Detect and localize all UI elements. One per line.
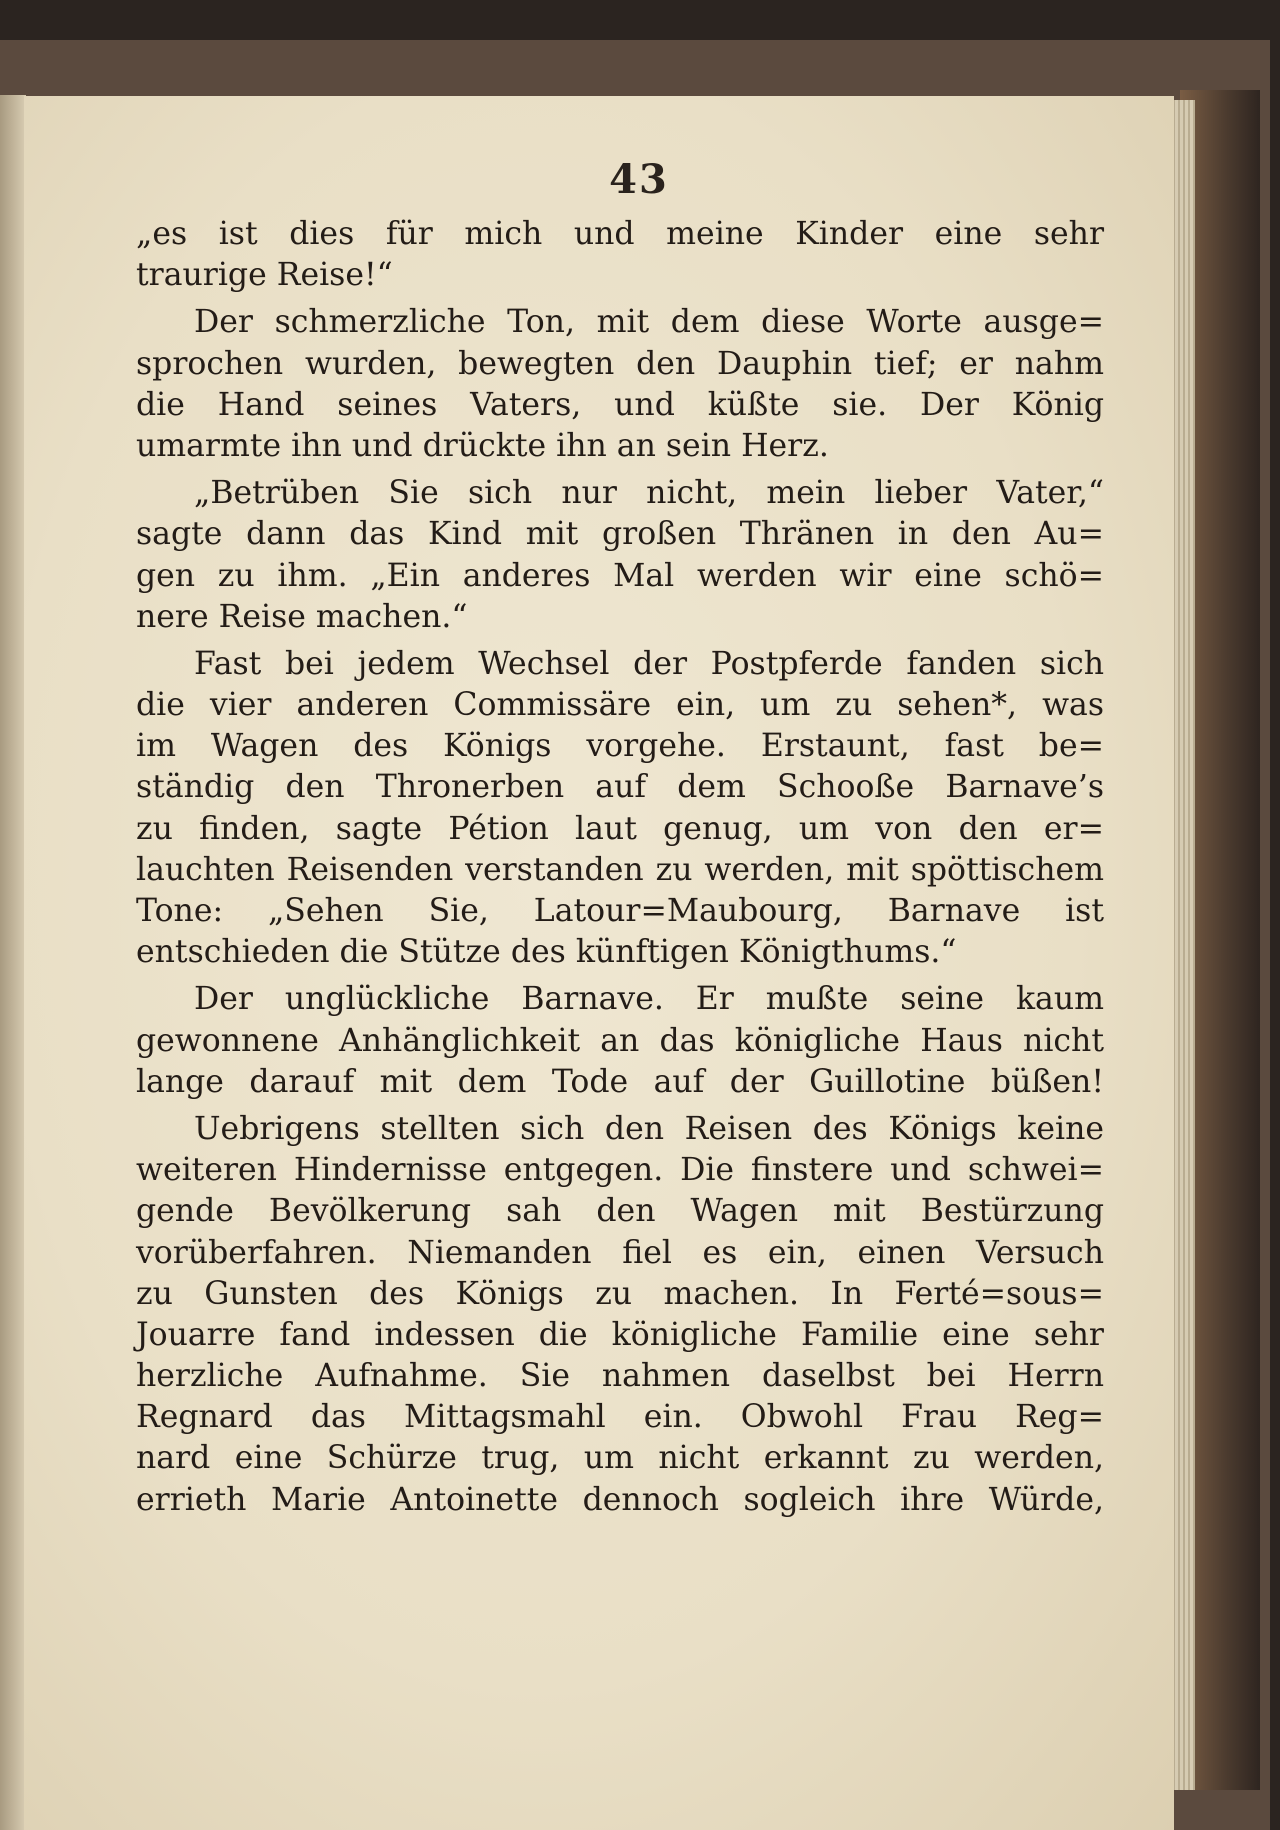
text-line: Tone: „Sehen Sie, Latour=Maubourg, Barnave ist	[136, 893, 1104, 929]
text-line: entschieden die Stütze des künftigen Königthums.“	[136, 934, 957, 971]
text-line: gen zu ihm. „Ein anderes Mal werden wir eine schö=	[136, 557, 1104, 594]
text-line: zu Gunsten des Königs zu machen. In Ferté=sous=	[136, 1275, 1104, 1312]
text-line: zu finden, sagte Pétion laut genug, um von den er=	[136, 810, 1104, 847]
text-line: nere Reise machen.“	[136, 598, 468, 635]
book-page	[24, 96, 1174, 1830]
page-number: 43	[609, 156, 669, 203]
text-line: im Wagen des Königs vorgehe. Erstaunt, fast be=	[136, 728, 1104, 765]
text-line: weiteren Hindernisse entgegen. Die finstere und schwei=	[136, 1152, 1104, 1189]
text-line: vorüberfahren. Niemanden fiel es ein, einen Versuch	[136, 1234, 1104, 1271]
text-line: „es ist dies für mich und meine Kinder eine sehr	[136, 216, 1104, 252]
text-line: traurige Reise!“	[136, 257, 393, 294]
text-line: Regnard das Mittagsmahl ein. Obwohl Frau Reg=	[136, 1399, 1104, 1436]
page-body-text	[136, 214, 1104, 1521]
text-line: errieth Marie Antoinette dennoch sogleich ihre Würde,	[136, 1481, 1104, 1518]
text-line: Fast bei jedem Wechsel der Postpferde fanden sich	[194, 645, 1104, 682]
text-line: Uebrigens stellten sich den Reisen des Königs keine	[194, 1110, 1104, 1147]
text-line: Der unglückliche Barnave. Er mußte seine kaum	[194, 981, 1104, 1018]
text-line: lange darauf mit dem Tode auf der Guillotine büßen!	[136, 1063, 1104, 1100]
previous-page-edge	[0, 95, 26, 1830]
text-line: lauchten Reisenden verstanden zu werden, mit spöttischem	[136, 851, 1104, 888]
text-line: nard eine Schürze trug, um nicht erkannt zu werden,	[136, 1440, 1104, 1477]
text-line: gende Bevölkerung sah den Wagen mit Bestürzung	[136, 1193, 1104, 1230]
text-line: die Hand seines Vaters, und küßte sie. Der König	[136, 386, 1104, 423]
text-line: ständig den Thronerben auf dem Schooße Barnave’s	[136, 769, 1104, 806]
text-line: sprochen wurden, bewegten den Dauphin tief; er nahm	[136, 345, 1104, 382]
text-line: Jouarre fand indessen die königliche Familie eine sehr	[136, 1316, 1104, 1353]
text-line: Der schmerzliche Ton, mit dem diese Worte ausge=	[194, 304, 1104, 341]
text-line: „Betrüben Sie sich nur nicht, mein lieber Vater,“	[194, 475, 1104, 512]
text-line: umarmte ihn und drückte ihn an sein Herz.	[136, 427, 829, 464]
text-line: herzliche Aufnahme. Sie nahmen daselbst bei Herrn	[136, 1358, 1104, 1395]
text-line: sagte dann das Kind mit großen Thränen in den Au=	[136, 516, 1104, 553]
text-line: gewonnene Anhänglichkeit an das königliche Haus nicht	[136, 1022, 1104, 1059]
text-line: die vier anderen Commissäre ein, um zu sehen*, was	[136, 687, 1104, 724]
